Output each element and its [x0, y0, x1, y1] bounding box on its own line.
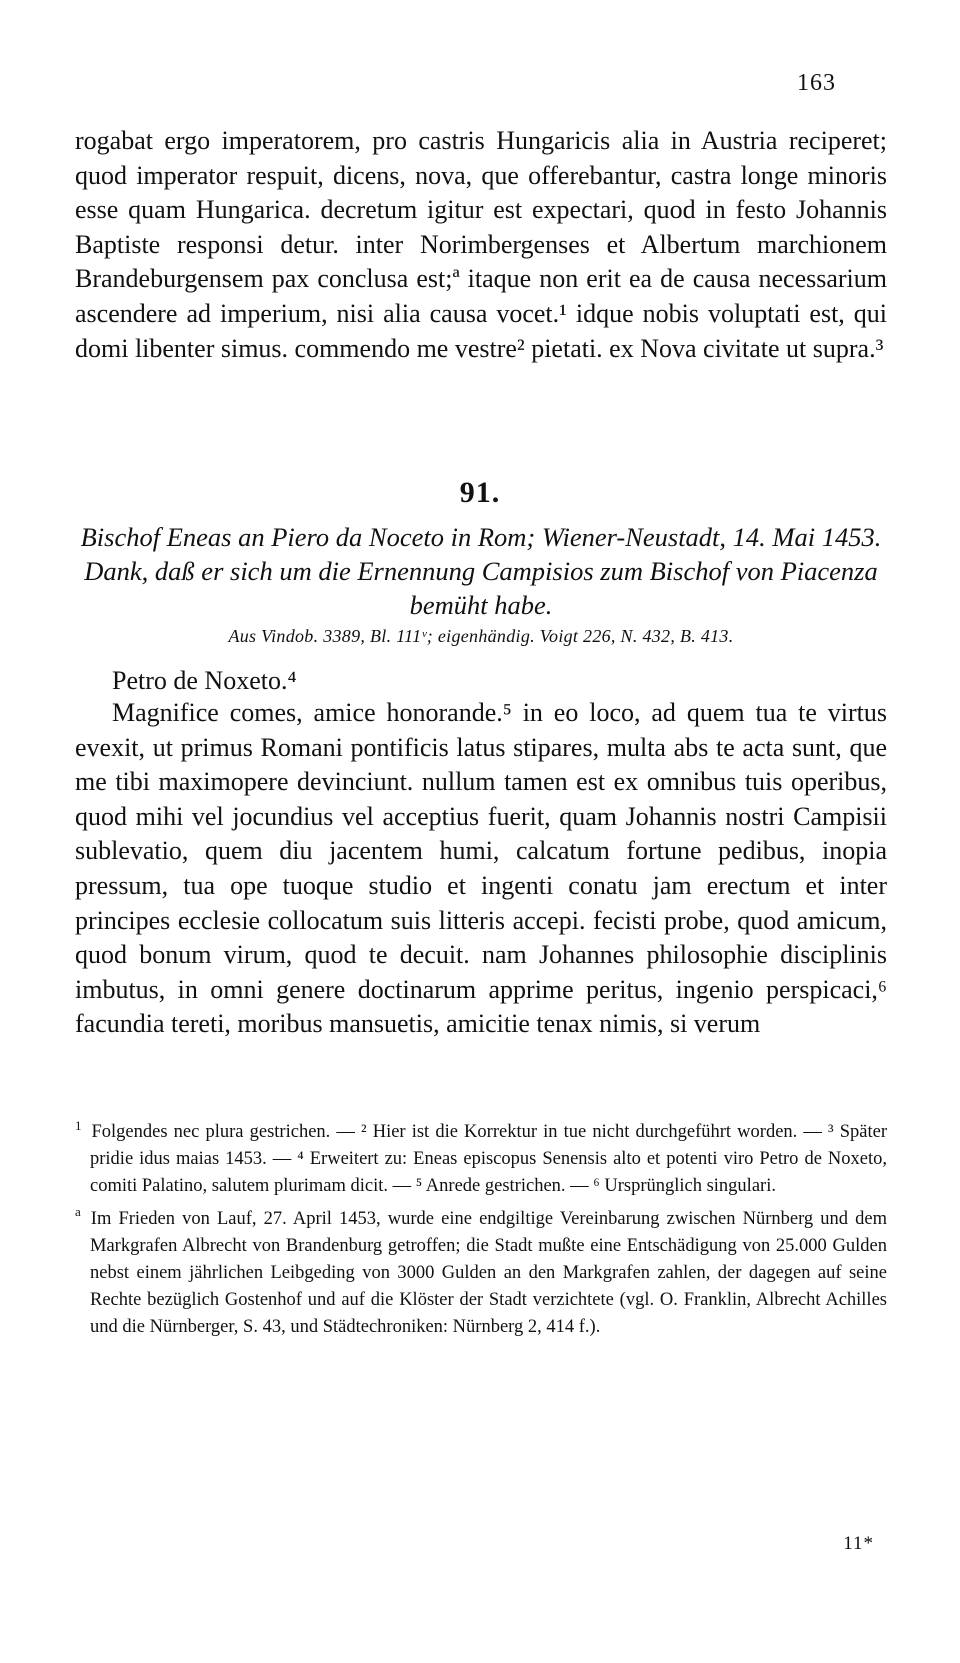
footnote — [75, 1206, 887, 1342]
footnotes — [75, 1119, 887, 1347]
page-number: 163 — [797, 70, 836, 96]
addressee: Petro de Noxeto.⁴ — [112, 666, 297, 695]
body-text: rogabat ergo imperatorem, pro castris Hungaricis alia in Austria reciperet; quod imperator respuit, dicens, nova, que offerebantur, castra longe minoris esse quam Hungarica. decretum igitur est expectari, quod in festo Johannis Baptiste responsi detur. inter Norimbergenses et Albertum marchionem Brandeburgensem pax conclusa est;ª itaque non erit ea de causa necessarium ascendere ad imperium, nisi alia causa vocet.¹ idque nobis voluptati est, qui domi libenter simus. commendo me vestre² pietati. ex Nova civitate ut supra.³ — [75, 126, 887, 363]
letter-number: 91. — [459, 476, 501, 509]
letter-paragraph: Magnifice comes, amice honorande.⁵ in eo loco, ad quem tua te virtus evexit, ut primus Romani pontificis latus stipares, multa abs te acta sunt, que me tibi maximopere devinciunt. nullum tamen est ex omnibus tuis operibus, quod mihi vel jocundius vel acceptius fuerit, quam Johannis nostri Campisii sublevatio, quem diu jacentem humi, calcatum fortune pedibus, inopia pressum, tua ope tuoque studio et ingenti conatu jam erectum et inter principes ecclesie collocatum suis litteris accepi. fecisti probe, quod amicum, quod bonum virum, quod te decuit. nam Johannes philosophie disciplinis imbutus, in omni genere doctinarum apprime peritus, ingenio perspicaci,⁶ facundia tereti, moribus mansuetis, amicitie tenax nimis, si verum — [75, 698, 887, 1039]
signature-mark: 11* — [843, 1533, 874, 1554]
letter-text — [75, 696, 887, 1042]
footnote-text: Folgendes nec plura gestrichen. — ² Hier ist die Korrektur in tue nicht durchgeführt worden. — ³ Später pridie idus maias 1453. — ⁴ Erweitert zu: Eneas episcopus Senensis alto et potenti viro Petro de Noxeto, comiti Palatino, salutem plurimam dicit. — ⁵ Anrede gestrichen. — ⁶ Ursprünglich singulari. — [90, 1122, 887, 1197]
footnote-marker: 1 — [75, 1117, 82, 1133]
source-line: Aus Vindob. 3389, Bl. 111ᵛ; eigenhändig. Voigt 226, N. 432, B. 413. — [228, 626, 734, 646]
footnote-text: Im Frieden von Lauf, 27. April 1453, wurde eine endgiltige Vereinbarung zwischen Nürnberg und dem Markgrafen Albrecht von Brandenburg getroffen; die Stadt mußte eine Entschädigung von 25.000 Gulden nebst einem jährlichen Leibgeding von 3000 Gulden an den Markgrafen zahlen, der dagegen auf seine Rechte bezüglich Gostenhof und auf die Klöster der Stadt verzichtete (vgl. O. Franklin, Albrecht Achilles und die Nürnberger, S. 43, und Städtechroniken: Nürnberg 2, 414 f.). — [90, 1208, 887, 1338]
letter-heading: Bischof Eneas an Piero da Noceto in Rom; Wiener-Neustadt, 14. Mai 1453. Dank, daß er sich um die Ernennung Campisios zum Bischof von Piacenza bemüht habe. — [80, 522, 882, 620]
footnote-marker: a — [75, 1204, 81, 1220]
footnote — [75, 1119, 887, 1201]
